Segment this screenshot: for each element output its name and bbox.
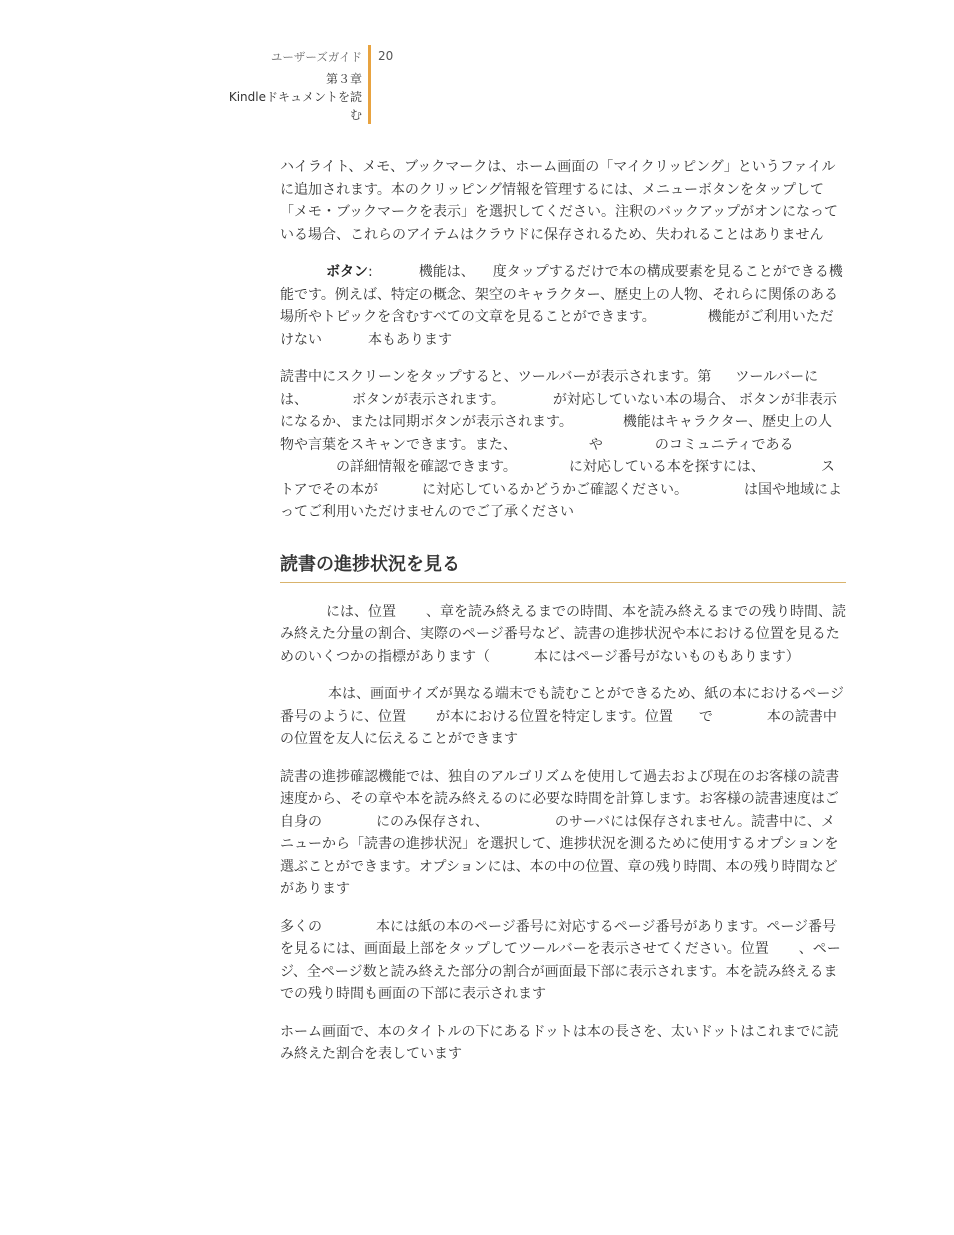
running-header (202, 48, 362, 124)
paragraph-toolbar: 読書中にスクリーンをタップすると、ツールバーが表示されます。第 ツールバーには、 ボタンが表示されます。 が対応していない本の場合、 ボタンが非表示になるか、または同期ボタンが表示されます。 機能はキャラクター、歴史上の人物や言葉をスキャンできます。また、 や のコミュニティであるの詳細情報を確認できます。 に対応している本を探すには、 ストアでその本が に対応しているかどうかご確認ください。 は国や地域によってご利用いただけませんのでご了承ください (280, 369, 842, 520)
xray-button-term: ボタン (326, 264, 368, 280)
paragraph-progress-indicators: には、位置 、章を読み終えるまでの時間、本を読み終えるまでの残り時間、読み終えた分量の割合、実際のページ番号など、読書の進捗状況や本における位置を見るためのいくつかの指標があります（ 本にはページ番号がないものもあります） (280, 603, 846, 665)
section-title: 読書の進捗状況を見る (280, 552, 846, 583)
page-content (280, 156, 846, 1081)
chapter-number: 第３章 (325, 72, 362, 86)
paragraph-page-numbers: 多くの 本には紙の本のページ番号に対応するページ番号があります。ページ番号を見るには、画面最上部をタップしてツールバーを表示させてください。位置 、ページ、全ページ数と読み終えた部分の割合が画面最下部に表示されます。本を読み終えるまでの残り時間も画面の下部に表示されます (280, 918, 841, 1002)
chapter-title-line1: Kindleドキュメントを読 (228, 90, 362, 104)
paragraph-reading-progress: 読書の進捗確認機能では、独自のアルゴリズムを使用して過去および現在のお客様の読書速度から、その章や本を読み終えるのに必要な時間を計算します。お客様の読書速度はご自身の にのみ保存され、 のサーバには保存されません。読書中に、メニューから「読書の進捗状況」を選択して、進捗状況を測るために使用するオプションを選ぶことができます。オプションには、本の中の位置、章の残り時間、本の残り時間などがあります (280, 768, 840, 897)
header-accent-bar (368, 45, 371, 124)
paragraph-home-dots: ホーム画面で、本のタイトルの下にあるドットは本の長さを、太いドットはこれまでに読み終えた割合を表しています (280, 1023, 839, 1062)
chapter-title-line2: む (349, 108, 362, 122)
paragraph-locations: 本は、画面サイズが異なる端末でも読むことができるため、紙の本におけるページ番号のように、位置 が本における位置を特定します。位置 で 本の読書中の位置を友人に伝えることができます (280, 686, 845, 747)
page-number: 20 (378, 49, 394, 63)
paragraph-xray-button: ボタン: 機能は、 度タップするだけで本の構成要素を見ることができる機能です。例えば、特定の概念、架空のキャラクター、歴史上の人物、それらに関係のある場所やトピックを含むすべての文章を見ることができます。 機能がご利用いただけない 本もあります (280, 264, 843, 348)
guide-label: ユーザーズガイド (270, 50, 362, 64)
paragraph-clippings: ハイライト、メモ、ブックマークは、ホーム画面の「マイクリッピング」というファイルに追加されます。本のクリッピング情報を管理するには、メニューボタンをタップして「メモ・ブックマークを表示」を選択してください。注釈のバックアップがオンになっている場合、これらのアイテムはクラウドに保存されるため、失われることはありません (280, 159, 839, 243)
